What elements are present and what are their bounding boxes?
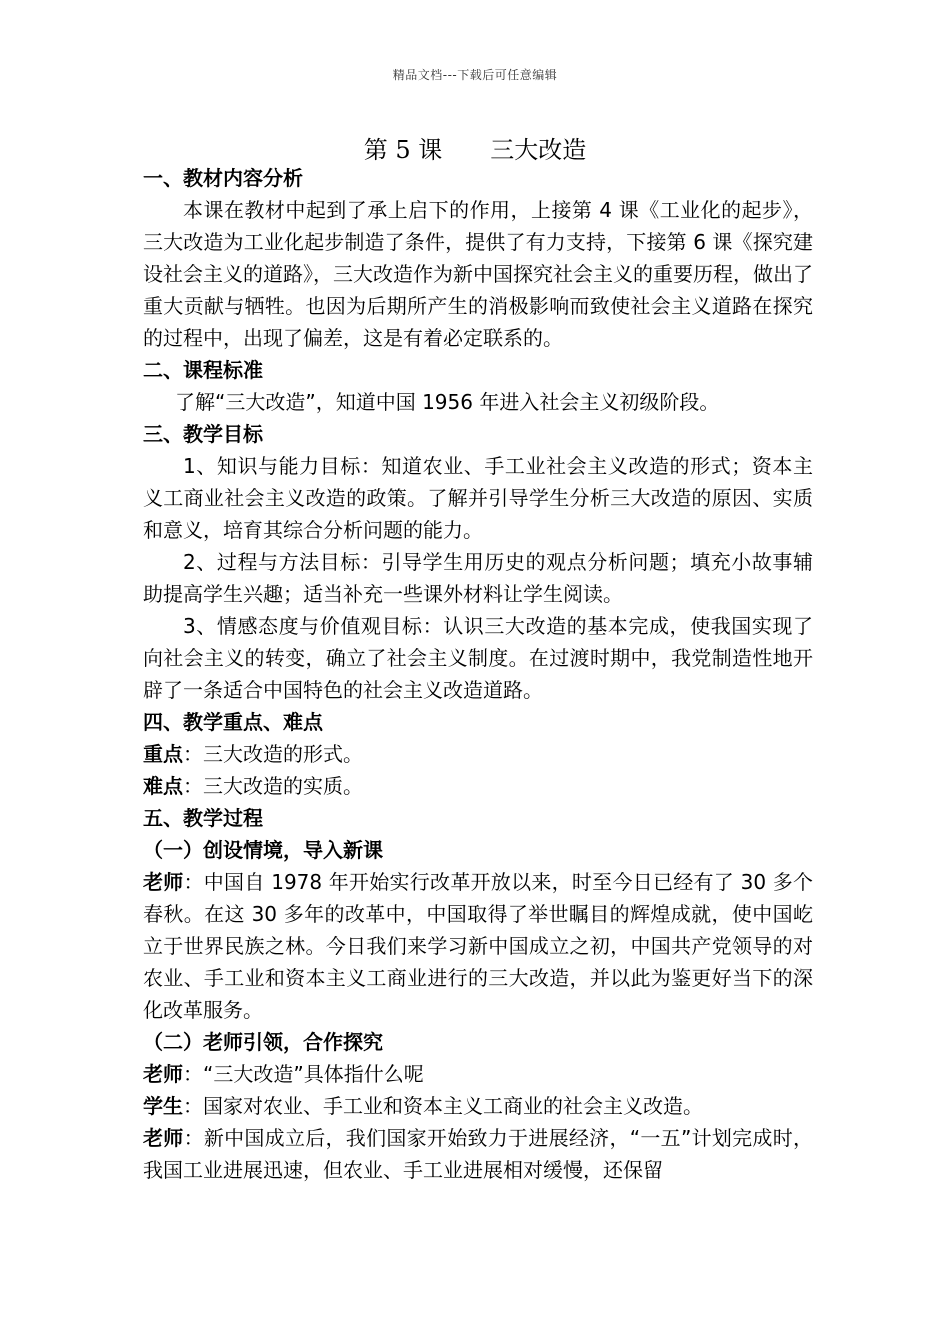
dialogue-text: ：“三大改造”具体指什么呢 — [183, 1062, 424, 1086]
speaker-label: 老师 — [143, 870, 184, 894]
section-heading-curriculum-standard: 二、课程标准 — [143, 358, 263, 382]
key-point-line — [143, 738, 813, 770]
goal-item: 1、知识与能力目标：知道农业、手工业社会主义改造的形式；资本主义工商业社会主义改造的政策。了解并引导学生分析三大改造的原因、实质和意义，培育其综合分析问题的能力。 — [143, 454, 813, 542]
key-point-text: ：三大改造的形式。 — [183, 742, 363, 766]
dialogue-student — [143, 1090, 813, 1122]
curriculum-standard-paragraph: 了解“三大改造”，知道中国 1956 年进入社会主义初级阶段。 — [175, 390, 720, 414]
speaker-label: 老师 — [143, 1062, 183, 1086]
difficulty-text: ：三大改造的实质。 — [183, 774, 363, 798]
dialogue-text: ：中国自 1978 年开始实行改革开放以来，时至今日已经有了 30 多个春秋。在这 30 多年的改革中，中国取得了举世瞩目的辉煌成就，使中国屹立于世界民族之林。今日我们来学习新中国成立之初，中国共产党领导的对农业、手工业和资本主义工商业进行的三大改造，并以此为鉴更好当下的深化改革服务。 — [143, 870, 813, 1022]
document-body — [143, 162, 813, 1186]
goal-item: 3、情感态度与价值观目标：认识三大改造的基本完成，使我国实现了向社会主义的转变，确立了社会主义制度。在过渡时期中，我党制造性地开辟了一条适合中国特色的社会主义改造道路。 — [143, 614, 813, 702]
speaker-label: 学生 — [143, 1094, 183, 1118]
dialogue-teacher — [143, 1058, 813, 1090]
difficulty-label: 难点 — [143, 774, 183, 798]
header-note: 精品文档---下载后可任意编辑 — [392, 68, 558, 82]
section-heading-teaching-process: 五、教学过程 — [143, 806, 263, 830]
page-title: 第 5 课 三大改造 — [363, 136, 587, 164]
subsection-heading-introduction: （一）创设情境，导入新课 — [143, 838, 383, 862]
difficulty-line — [143, 770, 813, 802]
dialogue-text: ：国家对农业、手工业和资本主义工商业的社会主义改造。 — [183, 1094, 703, 1118]
goal-item: 2、过程与方法目标：引导学生用历史的观点分析问题；填充小故事辅助提高学生兴趣；适当补充一些课外材料让学生阅读。 — [143, 550, 813, 606]
dialogue-text: ：新中国成立后，我们国家开始致力于进展经济，“一五”计划完成时，我国工业进展迅速，但农业、手工业进展相对缓慢，还保留 — [143, 1126, 813, 1182]
textbook-analysis-paragraph: 本课在教材中起到了承上启下的作用，上接第 4 课《工业化的起步》，三大改造为工业化起步制造了条件，提供了有力支持，下接第 6 课《探究建设社会主义的道路》，三大改造作为新中国探究社会主义的重要历程，做出了重大贡献与牺牲。也因为后期所产生的消极影响而致使社会主义道路在探究的过程中，出现了偏差，这是有着必定联系的。 — [143, 198, 813, 350]
dialogue-teacher — [143, 1122, 813, 1186]
section-heading-key-points: 四、教学重点、难点 — [143, 710, 323, 734]
subsection-heading-exploration: （二）老师引领，合作探究 — [143, 1030, 383, 1054]
dialogue-teacher — [143, 866, 813, 1026]
key-point-label: 重点 — [143, 742, 183, 766]
speaker-label: 老师 — [143, 1126, 184, 1150]
section-heading-textbook-analysis: 一、教材内容分析 — [143, 166, 303, 190]
section-heading-teaching-goals: 三、教学目标 — [143, 422, 263, 446]
